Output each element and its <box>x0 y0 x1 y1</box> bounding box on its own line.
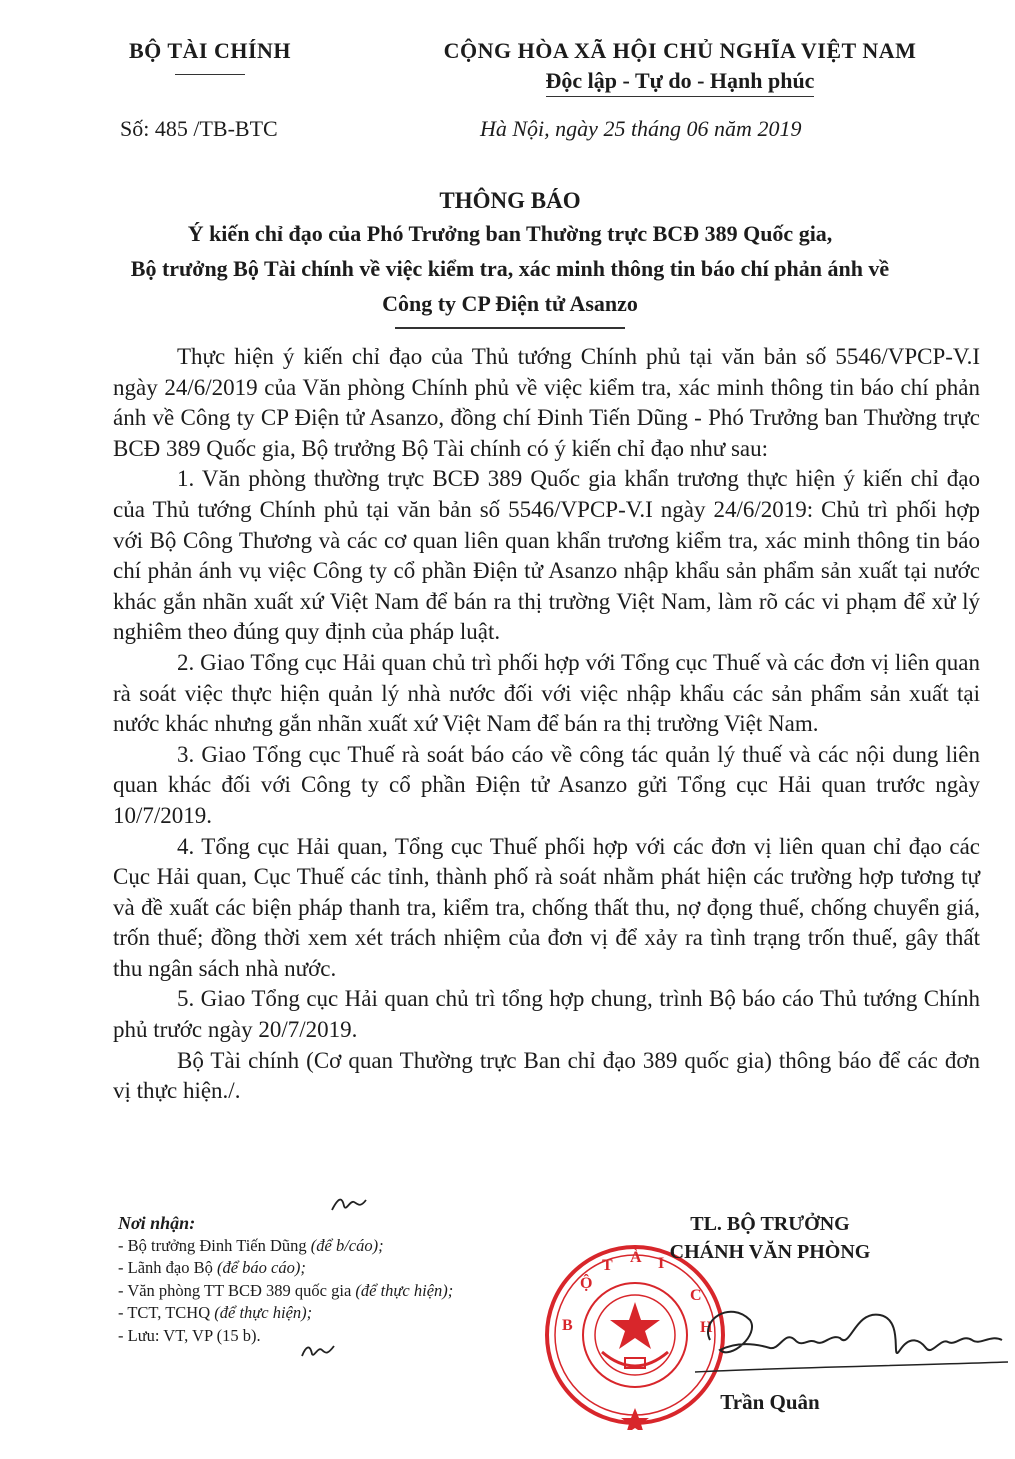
nation-name: CỘNG HÒA XÃ HỘI CHỦ NGHĨA VIỆT NAM <box>443 38 917 63</box>
national-motto: Độc lập - Tự do - Hạnh phúc <box>546 68 815 97</box>
title-line-2: Bộ trưởng Bộ Tài chính về việc kiểm tra, xác minh thông tin báo chí phản ánh về <box>130 256 890 281</box>
title-line-3: Công ty CP Điện tử Asanzo <box>382 291 638 316</box>
document-title <box>90 188 930 329</box>
national-header <box>400 38 960 97</box>
recipient-item: - TCT, TCHQ (để thực hiện); <box>118 1303 313 1322</box>
recipients-block <box>118 1212 558 1347</box>
signer-position: CHÁNH VĂN PHÒNG <box>669 1241 871 1263</box>
signature-block <box>620 1210 920 1266</box>
closing-paragraph: Bộ Tài chính (Cơ quan Thường trực Ban chỉ đạo 389 quốc gia) thông báo để các đơn vị thực hiện./. <box>113 1047 980 1104</box>
svg-text:H: H <box>700 1319 713 1336</box>
recipient-item: - Bộ trưởng Đinh Tiến Dũng (để b/cáo); <box>118 1235 384 1255</box>
issuing-authority <box>60 38 360 75</box>
svg-text:À: À <box>630 1249 642 1266</box>
date-line: Hà Nội, ngày 25 tháng 06 năm 2019 <box>480 116 802 141</box>
recipient-item: - Lưu: VT, VP (15 b). <box>118 1325 261 1345</box>
item-1-paragraph: 1. Văn phòng thường trực BCĐ 389 Quốc gia khẩn trương thực hiện ý kiến chỉ đạo của Thủ tướng Chính phủ tại văn bản số 5546/VPCP-V.I ngày 24/6/2019: Chủ trì phối hợp với Bộ Công Thương và các cơ quan liên quan khẩn trương kiểm tra, xác minh thông tin báo chí phản ánh vụ việc Công ty cổ phần Điện tử Asanzo nhập khẩu sản phẩm sản xuất tại nước khác gắn nhãn xuất xứ Việt Nam để bán ra thị trường Việt Nam, làm rõ các vi phạm để xử lý nghiêm theo đúng quy định của pháp luật. <box>113 466 980 645</box>
recipient-item: - Lãnh đạo Bộ (để báo cáo); <box>118 1258 306 1277</box>
svg-text:I: I <box>658 1255 665 1272</box>
item-2-paragraph: 2. Giao Tổng cục Hải quan chủ trì phối hợp với Tổng cục Thuế và các đơn vị liên quan rà soát việc thực hiện quản lý nhà nước đối với việc nhập khẩu các sản phẩm sản xuất tại nước khác nhưng gắn nhãn xuất xứ Việt Nam để bán ra thị trường Việt Nam. <box>113 649 980 737</box>
signer-name: Trần Quân <box>720 1390 820 1414</box>
ministry-name: BỘ TÀI CHÍNH <box>128 38 292 63</box>
handwritten-initials <box>300 1340 336 1360</box>
item-5-paragraph: 5. Giao Tổng cục Hải quan chủ trì tổng hợp chung, trình Bộ báo cáo Thủ tướng Chính phủ trước ngày 20/7/2019. <box>113 986 980 1043</box>
document-number: Số: 485 /TB-BTC <box>120 116 278 141</box>
signer-authority: TL. BỘ TRƯỞNG <box>690 1213 850 1235</box>
title-line-1: Ý kiến chỉ đạo của Phó Trưởng ban Thường trực BCĐ 389 Quốc gia, <box>187 221 833 246</box>
ministry-underline <box>175 74 245 75</box>
recipients-title: Nơi nhận: <box>118 1213 196 1233</box>
svg-text:T: T <box>602 1257 613 1274</box>
document-body <box>113 342 980 1107</box>
handwritten-initials <box>330 1192 370 1214</box>
svg-text:C: C <box>690 1287 702 1304</box>
handwritten-signature <box>690 1290 1010 1390</box>
svg-text:B: B <box>562 1317 573 1334</box>
title-underline <box>395 327 625 329</box>
title-main: THÔNG BÁO <box>439 188 581 213</box>
intro-paragraph: Thực hiện ý kiến chỉ đạo của Thủ tướng Chính phủ tại văn bản số 5546/VPCP-V.I ngày 24/6/2019 của Văn phòng Chính phủ về việc kiểm tra, xác minh thông tin báo chí phản ánh về Công ty CP Điện tử Asanzo, đồng chí Đinh Tiến Dũng - Phó Trưởng ban Thường trực BCĐ 389 Quốc gia, Bộ trưởng Bộ Tài chính có ý kiến chỉ đạo như sau: <box>113 344 980 461</box>
recipient-item: - Văn phòng TT BCĐ 389 quốc gia (để thực hiện); <box>118 1280 454 1300</box>
item-4-paragraph: 4. Tổng cục Hải quan, Tổng cục Thuế phối hợp với các đơn vị liên quan chỉ đạo các Cục Hải quan, Cục Thuế các tỉnh, thành phố rà soát nhằm phát hiện các trường hợp tương tự và đề xuất các biện pháp thanh tra, kiểm tra, chống thất thu, nợ đọng thuế, chống chuyển giá, trốn thuế; đồng thời xem xét trách nhiệm của đơn vị để xảy ra tình trạng trốn thuế, gây thất thu ngân sách nhà nước. <box>113 833 980 981</box>
svg-text:Ộ: Ộ <box>580 1275 593 1292</box>
item-3-paragraph: 3. Giao Tổng cục Thuế rà soát báo cáo về công tác quản lý thuế và các nội dung liên quan khác đối với Công ty cổ phần Điện tử Asanzo gửi Tổng cục Hải quan trước ngày 10/7/2019. <box>113 741 980 828</box>
